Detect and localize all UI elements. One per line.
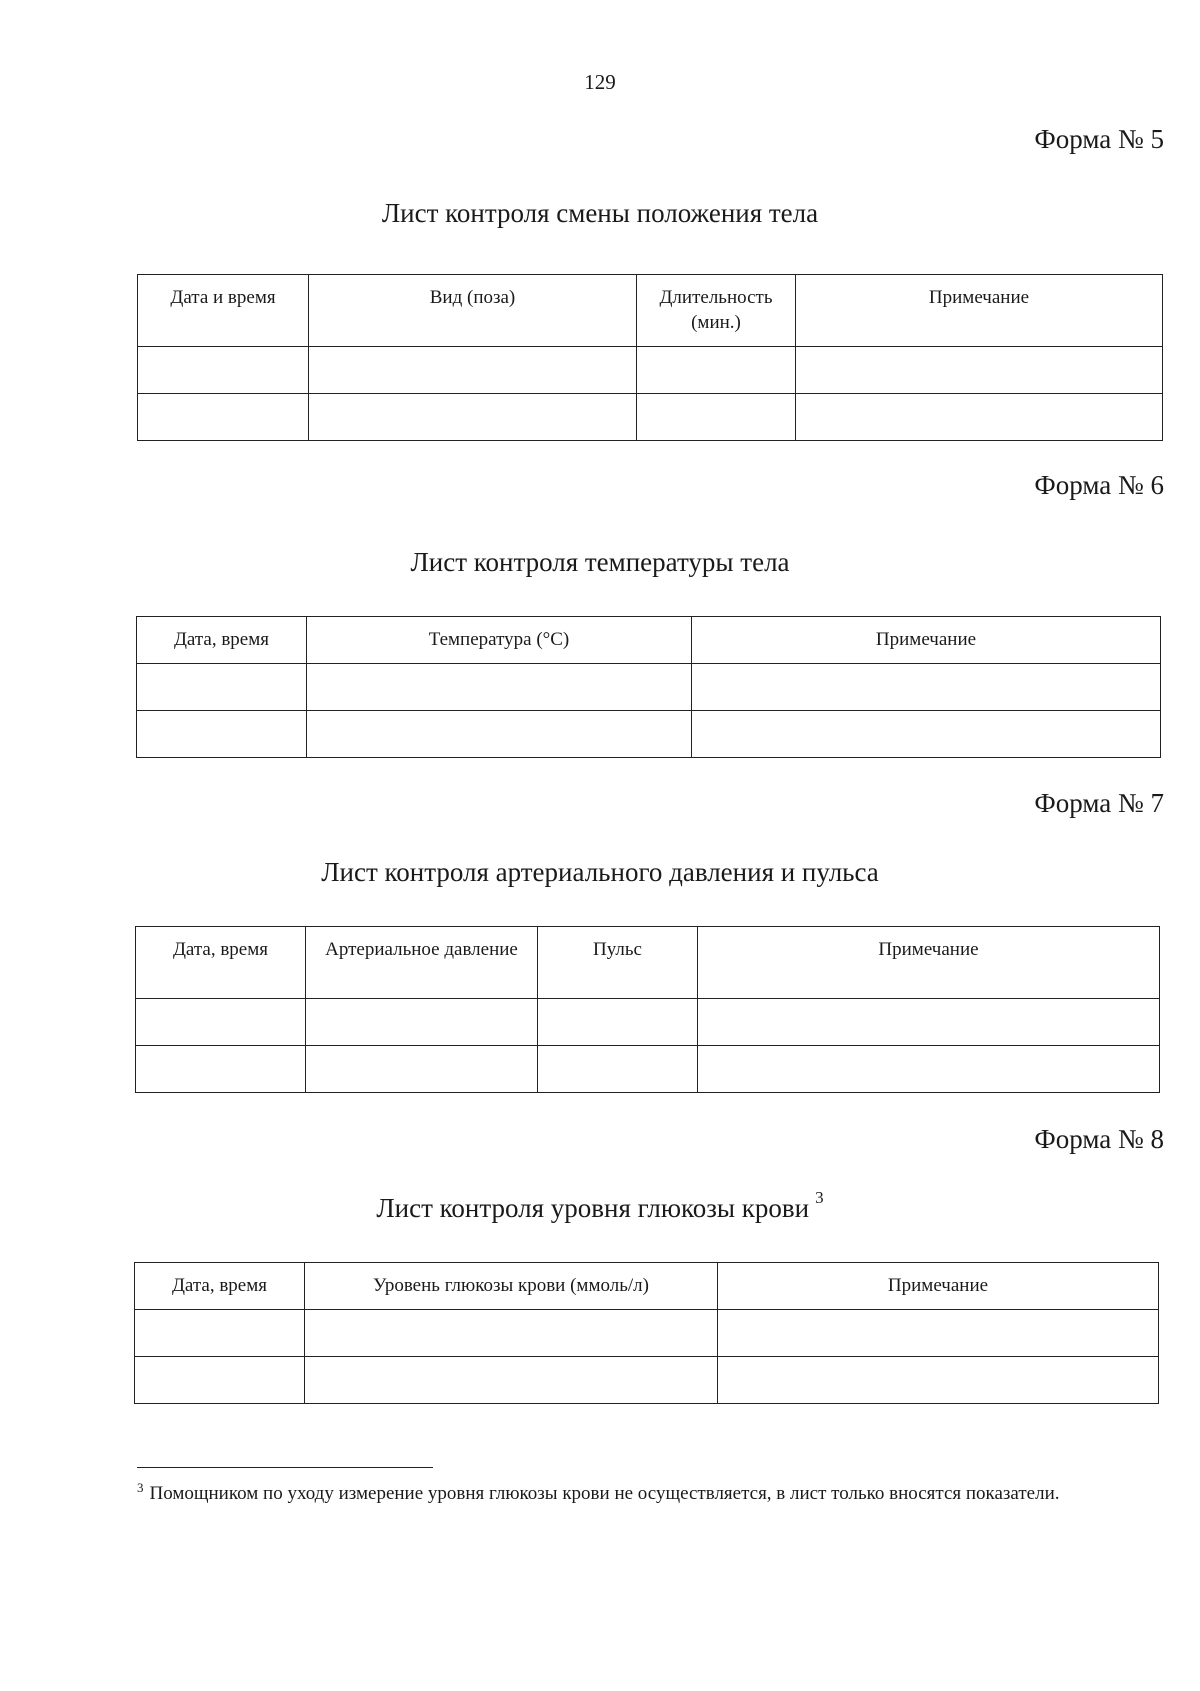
table-cell[interactable] (307, 664, 692, 711)
column-header: Пульс (538, 927, 698, 999)
table-cell[interactable] (692, 664, 1161, 711)
table-cell[interactable] (307, 711, 692, 758)
table-cell[interactable] (637, 394, 796, 441)
table-cell[interactable] (309, 394, 637, 441)
table-cell[interactable] (138, 347, 309, 394)
form-8-title: Лист контроля уровня глюкозы крови (376, 1193, 810, 1223)
footnote-text: Помощником по уходу измерение уровня глюкозы крови не осуществляется, в лист только вносятся показатели. (149, 1483, 1060, 1504)
column-header: Примечание (692, 617, 1161, 664)
form-5-label: Форма № 5 (1034, 124, 1164, 154)
table-cell[interactable] (698, 1046, 1160, 1093)
column-header: Уровень глюкозы крови (ммоль/л) (305, 1263, 718, 1310)
table-cell[interactable] (718, 1310, 1159, 1357)
form-6-label: Форма № 6 (1034, 470, 1164, 500)
form-6-table (136, 616, 1161, 758)
form-8-table (134, 1262, 1159, 1404)
table-cell[interactable] (306, 1046, 538, 1093)
table-cell[interactable] (136, 999, 306, 1046)
table-row (136, 1046, 1160, 1093)
column-header: Дата, время (135, 1263, 305, 1310)
table-cell[interactable] (538, 1046, 698, 1093)
column-header: Дата, время (137, 617, 307, 664)
table-header-row (136, 927, 1160, 999)
table-cell[interactable] (305, 1357, 718, 1404)
table-row (137, 711, 1161, 758)
table-cell[interactable] (135, 1310, 305, 1357)
table-cell[interactable] (538, 999, 698, 1046)
form-5-table (137, 274, 1163, 441)
column-header: Дата и время (138, 275, 309, 347)
table-cell[interactable] (137, 711, 307, 758)
table-cell[interactable] (796, 347, 1163, 394)
table-cell[interactable] (137, 664, 307, 711)
form-5-title: Лист контроля смены положения тела (381, 198, 819, 228)
table-cell[interactable] (306, 999, 538, 1046)
table-cell[interactable] (309, 347, 637, 394)
table-row (137, 664, 1161, 711)
form-7-label: Форма № 7 (1034, 788, 1164, 818)
table-cell[interactable] (692, 711, 1161, 758)
table-cell[interactable] (698, 999, 1160, 1046)
footnote-mark: 3 (137, 1480, 144, 1495)
table-cell[interactable] (718, 1357, 1159, 1404)
table-header-row (135, 1263, 1159, 1310)
column-header: Артериальное давление (306, 927, 538, 999)
form-7-table (135, 926, 1160, 1093)
column-header: Примечание (718, 1263, 1159, 1310)
table-row (135, 1310, 1159, 1357)
column-header: Дата, время (136, 927, 306, 999)
table-row (138, 394, 1163, 441)
table-cell[interactable] (637, 347, 796, 394)
page-number: 129 (584, 70, 616, 94)
table-cell[interactable] (305, 1310, 718, 1357)
form-8-title-line (0, 1188, 1200, 1224)
column-header: Вид (поза) (309, 275, 637, 347)
table-row (135, 1357, 1159, 1404)
footnote-divider (137, 1467, 433, 1468)
table-cell[interactable] (796, 394, 1163, 441)
table-row (136, 999, 1160, 1046)
table-header-row (138, 275, 1163, 347)
column-header: Примечание (698, 927, 1160, 999)
column-header: Температура (°С) (307, 617, 692, 664)
table-header-row (137, 617, 1161, 664)
form-7-title: Лист контроля артериального давления и пульса (321, 857, 879, 887)
footnote-reference[interactable]: 3 (815, 1188, 824, 1207)
footnote (137, 1480, 1162, 1508)
table-row (138, 347, 1163, 394)
form-8-label: Форма № 8 (1034, 1124, 1164, 1154)
column-header: Примечание (796, 275, 1163, 347)
form-6-title: Лист контроля температуры тела (410, 547, 790, 577)
table-cell[interactable] (138, 394, 309, 441)
table-cell[interactable] (136, 1046, 306, 1093)
column-header: Длительность (мин.) (637, 275, 796, 347)
table-cell[interactable] (135, 1357, 305, 1404)
